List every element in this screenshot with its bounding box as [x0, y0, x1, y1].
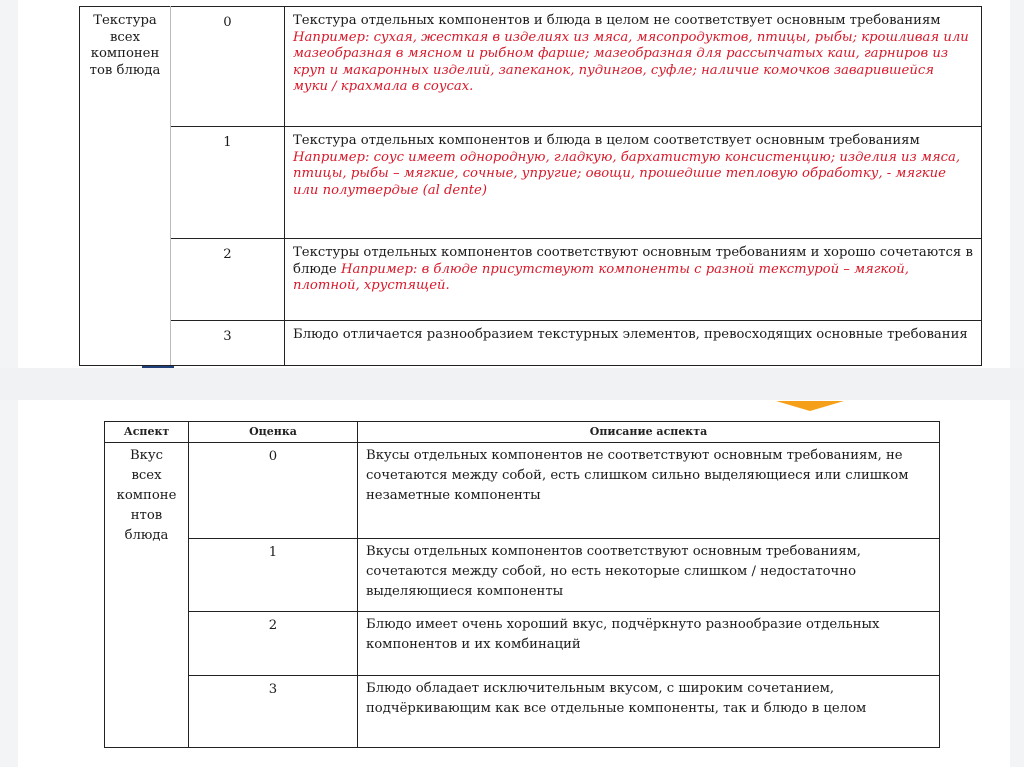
description-text: Текстуры отдельных компонентов соответствуют основным требованиям и хорошо сочетаются в блюде	[293, 245, 973, 277]
example-label: Например:	[340, 261, 418, 277]
table-row	[105, 443, 940, 539]
aspect-line: тов блюда	[89, 62, 161, 78]
description-cell: Вкусы отдельных компонентов соответствуют основным требованиям, сочетаются между собой, но есть некоторые слишком / недостаточно выделяющиеся компоненты	[358, 539, 940, 612]
table-row	[80, 7, 982, 127]
score-cell: 1	[171, 127, 285, 239]
table-row	[80, 127, 982, 239]
score-cell: 3	[189, 676, 358, 748]
description-text: Блюдо отличается разнообразием текстурных элементов, превосходящих основные требования	[293, 327, 968, 342]
score-cell: 2	[171, 239, 285, 321]
aspect-line: нтов	[130, 508, 163, 523]
example-label: Например:	[293, 149, 370, 165]
description-cell: Блюдо обладает исключительным вкусом, с широким сочетанием, подчёркивающим как все отдельные компоненты, так и блюдо в целом	[358, 676, 940, 748]
score-cell: 0	[171, 7, 285, 127]
description-text: Текстура отдельных компонентов и блюда в целом не соответствует основным требованиям	[293, 13, 941, 28]
orange-accent-shape	[776, 401, 844, 411]
score-cell: 3	[171, 321, 285, 366]
aspect-line: компоне	[116, 488, 177, 503]
taste-criteria-table	[104, 421, 940, 748]
example-text: сухая, жесткая в изделиях из мяса, мясопродуктов, птицы, рыбы; крошливая или мазеобразная в мясном и рыбном фарше; мазеобразная для рассыпчатых каш, гарниров из круп и макаронных изделий, запеканок, пудингов, суфле; наличие комочков заварившейся муки / крахмала в соусах.	[293, 29, 969, 94]
score-cell: 0	[189, 443, 358, 539]
example-text: в блюде присутствуют компоненты с разной текстурой – мягкой, плотной, хрустящей.	[293, 261, 909, 293]
table-row	[80, 239, 982, 321]
description-cell	[285, 239, 982, 321]
example-label: Например:	[293, 29, 370, 45]
header-score: Оценка	[189, 422, 358, 443]
slide-separator-band	[0, 368, 1024, 400]
aspect-cell	[105, 443, 189, 748]
table-row	[105, 676, 940, 748]
description-text: Текстура отдельных компонентов и блюда в целом соответствует основным требованиям	[293, 133, 920, 148]
aspect-line: всех	[109, 29, 141, 45]
aspect-line: Вкус	[129, 448, 164, 463]
description-cell: Вкусы отдельных компонентов не соответствуют основным требованиям, не сочетаются между собой, есть слишком сильно выделяющиеся или слишком незаметные компоненты	[358, 443, 940, 539]
aspect-line: блюда	[124, 528, 169, 543]
description-cell	[285, 127, 982, 239]
aspect-cell	[80, 7, 171, 366]
description-cell	[285, 7, 982, 127]
score-cell: 1	[189, 539, 358, 612]
description-cell	[285, 321, 982, 366]
header-aspect: Аспект	[105, 422, 189, 443]
table-row	[105, 612, 940, 676]
score-cell: 2	[189, 612, 358, 676]
table-row	[80, 321, 982, 366]
header-description: Описание аспекта	[358, 422, 940, 443]
example-text: соус имеет однородную, гладкую, бархатистую консистенцию; изделия из мяса, птицы, рыбы – мягкие, сочные, упругие; овощи, прошедшие тепловую обработку, - мягкие или полутвердые (al dente)	[293, 149, 961, 198]
aspect-line: всех	[131, 468, 162, 483]
texture-criteria-table	[79, 6, 982, 366]
table-header-row	[105, 422, 940, 443]
table-row	[105, 539, 940, 612]
aspect-line: компонен	[90, 46, 160, 61]
description-cell: Блюдо имеет очень хороший вкус, подчёркнуто разнообразие отдельных компонентов и их комбинаций	[358, 612, 940, 676]
aspect-line: Текстура	[93, 13, 157, 28]
